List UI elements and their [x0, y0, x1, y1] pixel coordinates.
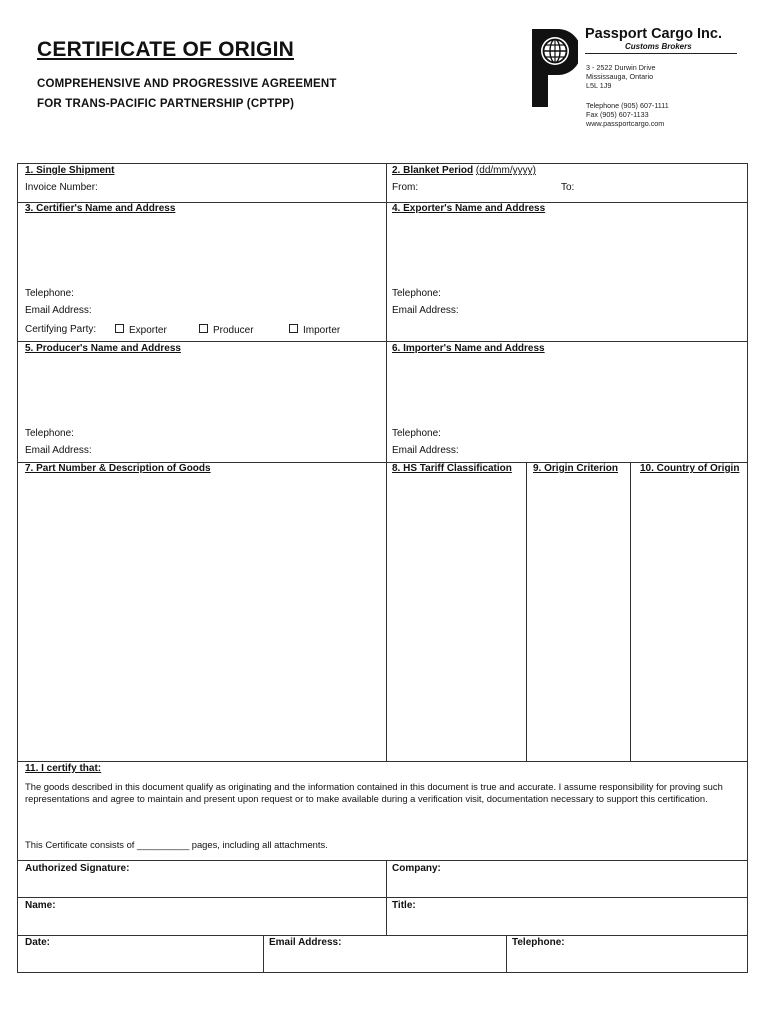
- blanket-period-header: [392, 165, 536, 176]
- importer-header: 6. Importer's Name and Address: [392, 343, 545, 354]
- to-date-label: To:: [561, 182, 575, 193]
- certifier-email-label: Email Address:: [25, 305, 92, 316]
- date-field-label: Date:: [25, 937, 51, 948]
- company-address-line1: 3 - 2522 Durwin Drive: [586, 63, 656, 72]
- certifier-header: 3. Certifier's Name and Address: [25, 203, 176, 214]
- form-column-divider: [630, 462, 631, 761]
- form-column-divider: [386, 164, 387, 761]
- producer-telephone-label: Telephone:: [25, 428, 74, 439]
- exporter-email-label: Email Address:: [392, 305, 459, 316]
- producer-checkbox[interactable]: [199, 324, 208, 333]
- blanket-period-label: 2. Blanket Period: [392, 165, 474, 176]
- title-field-label: Title:: [392, 900, 416, 911]
- company-address-line3: L5L 1J9: [586, 81, 612, 90]
- certifying-party-exporter-option[interactable]: [115, 324, 167, 336]
- company-logo-icon: [530, 27, 578, 109]
- form-column-divider: [506, 935, 507, 973]
- certifying-party-producer-option[interactable]: [199, 324, 254, 336]
- form-divider: [18, 761, 747, 762]
- from-date-label: From:: [392, 182, 419, 193]
- company-name: Passport Cargo Inc.: [585, 26, 722, 42]
- hs-tariff-header: 8. HS Tariff Classification: [392, 463, 512, 474]
- company-field-label: Company:: [392, 863, 441, 874]
- form-divider: [18, 897, 747, 898]
- certificate-form: [17, 163, 748, 973]
- certifier-telephone-label: Telephone:: [25, 288, 74, 299]
- form-column-divider: [263, 935, 264, 973]
- form-divider: [18, 860, 747, 861]
- company-address-line2: Mississauga, Ontario: [586, 72, 654, 81]
- agreement-subtitle-line1: COMPREHENSIVE AND PROGRESSIVE AGREEMENT: [37, 78, 337, 90]
- form-column-divider: [386, 860, 387, 935]
- agreement-subtitle-line2: FOR TRANS-PACIFIC PARTNERSHIP (CPTPP): [37, 98, 295, 110]
- importer-option-label: Importer: [303, 325, 341, 336]
- importer-telephone-label: Telephone:: [392, 428, 441, 439]
- exporter-checkbox[interactable]: [115, 324, 124, 333]
- producer-header: 5. Producer's Name and Address: [25, 343, 181, 354]
- certifying-party-importer-option[interactable]: [289, 324, 340, 336]
- origin-criterion-header: 9. Origin Criterion: [533, 463, 619, 474]
- form-divider: [18, 341, 747, 342]
- single-shipment-header: 1. Single Shipment: [25, 165, 115, 176]
- exporter-telephone-label: Telephone:: [392, 288, 441, 299]
- form-divider: [18, 935, 747, 936]
- authorized-signature-label: Authorized Signature:: [25, 863, 130, 874]
- producer-option-label: Producer: [213, 325, 254, 336]
- company-website: www.passportcargo.com: [586, 119, 665, 128]
- country-of-origin-header: 10. Country of Origin: [640, 463, 740, 474]
- signer-email-label: Email Address:: [269, 937, 342, 948]
- invoice-number-label: Invoice Number:: [25, 182, 98, 193]
- goods-description-header: 7. Part Number & Description of Goods: [25, 463, 211, 474]
- signer-telephone-label: Telephone:: [512, 937, 565, 948]
- exporter-header: 4. Exporter's Name and Address: [392, 203, 546, 214]
- name-field-label: Name:: [25, 900, 56, 911]
- importer-checkbox[interactable]: [289, 324, 298, 333]
- blanket-period-format: (dd/mm/yyyy): [475, 165, 536, 176]
- form-column-divider: [526, 462, 527, 761]
- producer-email-label: Email Address:: [25, 445, 92, 456]
- certifying-party-label: Certifying Party:: [25, 324, 97, 335]
- document-title: CERTIFICATE OF ORIGIN: [37, 38, 294, 61]
- pages-statement: This Certificate consists of __________ pages, including all attachments.: [25, 839, 328, 850]
- company-telephone: Telephone (905) 607-1111: [586, 101, 669, 110]
- company-tagline: Customs Brokers: [625, 42, 692, 51]
- certify-header: 11. I certify that:: [25, 763, 102, 774]
- company-divider: [585, 53, 737, 54]
- importer-email-label: Email Address:: [392, 445, 459, 456]
- company-fax: Fax (905) 607-1133: [586, 110, 649, 119]
- exporter-option-label: Exporter: [129, 325, 167, 336]
- certify-statement: The goods described in this document qualify as originating and the information contained in this document is true and accurate. I assume responsibility for proving such representations and agree to maintain and present upon request or to make available during a verification visit, documentation necessary to support this certification.: [25, 781, 723, 804]
